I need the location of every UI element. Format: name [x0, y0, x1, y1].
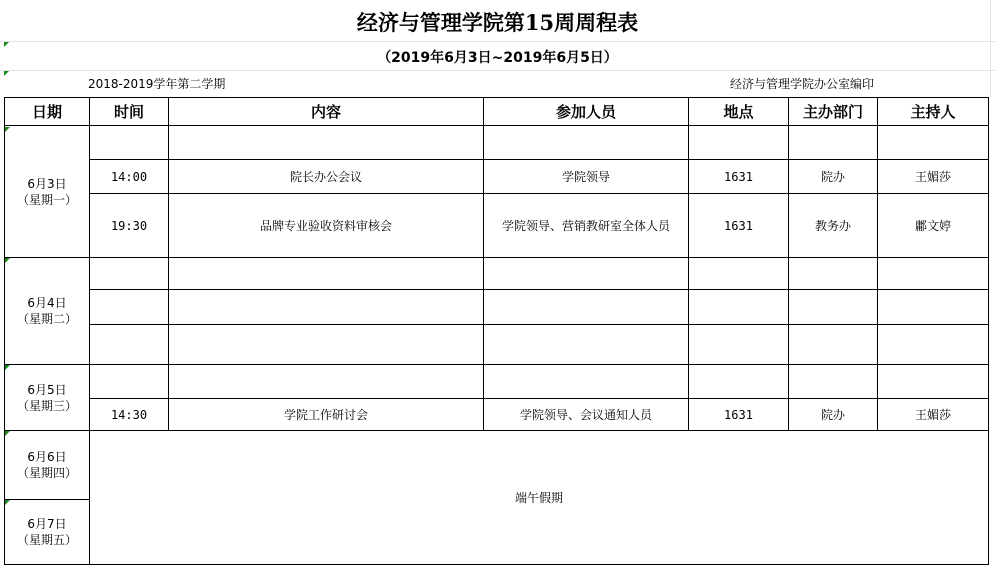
day-weekday: （星期二）: [16, 312, 77, 326]
table-row: [5, 126, 989, 160]
day-cell: [5, 126, 90, 258]
department-cell[interactable]: [789, 365, 878, 399]
header-row: [5, 98, 989, 126]
participants-cell[interactable]: [484, 325, 689, 365]
day-cell: [5, 500, 90, 565]
day-weekday: （星期一）: [16, 192, 77, 207]
time-cell[interactable]: 14:30: [90, 399, 169, 431]
day-cell: [5, 365, 90, 431]
day-date: 6月3日: [27, 176, 67, 191]
department-cell[interactable]: [789, 325, 878, 365]
page-title: 经济与管理学院第15周周程表: [356, 10, 639, 35]
table-row: [5, 325, 989, 365]
content-cell[interactable]: [169, 290, 484, 325]
header-time: 时间: [90, 98, 169, 126]
table-row: [5, 399, 989, 431]
day-date: 6月6日: [27, 450, 67, 464]
table-row: [5, 194, 989, 258]
time-cell[interactable]: [90, 365, 169, 399]
time-cell[interactable]: [90, 290, 169, 325]
host-cell[interactable]: [878, 290, 989, 325]
department-cell[interactable]: 教务办: [789, 194, 878, 258]
participants-cell[interactable]: [484, 290, 689, 325]
location-cell[interactable]: [689, 258, 789, 290]
table-row: [5, 290, 989, 325]
location-cell[interactable]: [689, 365, 789, 399]
location-cell[interactable]: 1631: [689, 194, 789, 258]
location-cell[interactable]: [689, 290, 789, 325]
host-cell[interactable]: [878, 258, 989, 290]
time-cell[interactable]: [90, 126, 169, 160]
host-cell[interactable]: 王媚莎: [878, 399, 989, 431]
gridline: [0, 70, 995, 71]
content-cell[interactable]: 品牌专业验收资料审核会: [169, 194, 484, 258]
semester-label: 2018-2019学年第二学期: [88, 77, 226, 91]
location-cell[interactable]: 1631: [689, 399, 789, 431]
participants-cell[interactable]: [484, 258, 689, 290]
day-date: 6月7日: [27, 517, 67, 531]
department-cell[interactable]: 院办: [789, 399, 878, 431]
department-cell[interactable]: 院办: [789, 160, 878, 194]
participants-cell[interactable]: 学院领导、会议通知人员: [484, 399, 689, 431]
time-cell[interactable]: 19:30: [90, 194, 169, 258]
host-cell[interactable]: 鄘文婷: [878, 194, 989, 258]
location-cell[interactable]: [689, 325, 789, 365]
day-weekday: （星期四）: [16, 466, 77, 480]
content-cell[interactable]: 学院工作研讨会: [169, 399, 484, 431]
table-row: [5, 431, 989, 500]
header-date: 日期: [5, 98, 90, 126]
header-department: 主办部门: [789, 98, 878, 126]
location-cell[interactable]: [689, 126, 789, 160]
compiled-by-label: 经济与管理学院办公室编印: [730, 77, 875, 91]
cell-marker-icon: [4, 71, 9, 76]
header-content: 内容: [169, 98, 484, 126]
day-cell: [5, 258, 90, 365]
content-cell[interactable]: [169, 325, 484, 365]
header-location: 地点: [689, 98, 789, 126]
content-cell[interactable]: 院长办公会议: [169, 160, 484, 194]
day-date: 6月5日: [27, 382, 67, 397]
department-cell[interactable]: [789, 258, 878, 290]
day-cell: [5, 431, 90, 500]
schedule-table: [4, 97, 989, 565]
host-cell[interactable]: 王媚莎: [878, 160, 989, 194]
table-row: [5, 258, 989, 290]
header-host: 主持人: [878, 98, 989, 126]
location-cell[interactable]: 1631: [689, 160, 789, 194]
participants-cell[interactable]: [484, 365, 689, 399]
host-cell[interactable]: [878, 126, 989, 160]
holiday-cell[interactable]: 端午假期: [90, 431, 989, 565]
time-cell[interactable]: [90, 325, 169, 365]
host-cell[interactable]: [878, 325, 989, 365]
participants-cell[interactable]: 学院领导: [484, 160, 689, 194]
day-date: 6月4日: [27, 296, 67, 310]
content-cell[interactable]: [169, 126, 484, 160]
department-cell[interactable]: [789, 290, 878, 325]
time-cell[interactable]: [90, 258, 169, 290]
date-range: （2019年6月3日~2019年6月5日）: [377, 50, 618, 66]
participants-cell[interactable]: [484, 126, 689, 160]
header-participants: 参加人员: [484, 98, 689, 126]
table-row: [5, 160, 989, 194]
participants-cell[interactable]: 学院领导、营销教研室全体人员: [484, 194, 689, 258]
host-cell[interactable]: [878, 365, 989, 399]
content-cell[interactable]: [169, 258, 484, 290]
day-weekday: （星期三）: [16, 398, 77, 413]
table-row: [5, 365, 989, 399]
time-cell[interactable]: 14:00: [90, 160, 169, 194]
department-cell[interactable]: [789, 126, 878, 160]
content-cell[interactable]: [169, 365, 484, 399]
day-weekday: （星期五）: [16, 533, 77, 547]
